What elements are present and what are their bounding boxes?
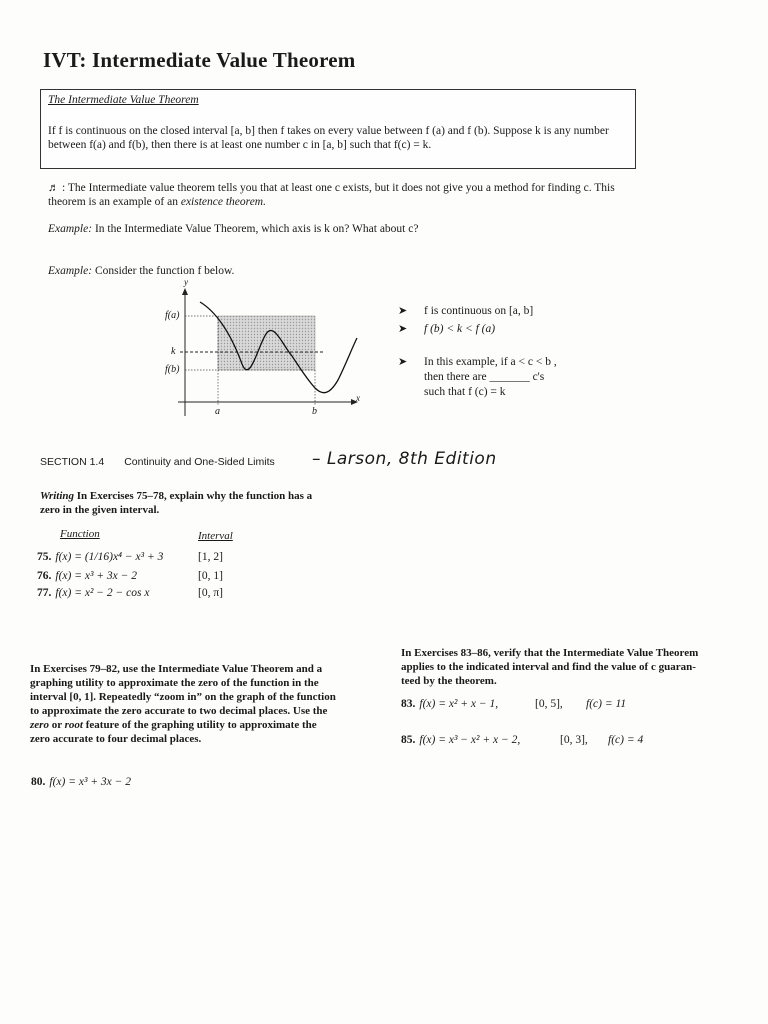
exercise-row [37,570,137,582]
exercise-interval: [0, π] [198,587,223,599]
col-interval: Interval [198,530,233,542]
arrow-bullet-icon: ➤ [398,323,408,335]
b-label: b [312,406,317,417]
bullet-3a: In this example, if a < c < b , [424,356,557,368]
bullet-3b: then there are _______ c's [424,371,545,383]
ex79-line: to approximate the zero accurate to two decimal places. Use the [30,705,328,717]
example-2-text: Consider the function f below. [92,265,235,277]
ex83-line: teed by the theorem. [401,675,497,687]
writing-instructions [40,489,360,517]
example-1 [48,223,418,235]
writing-label: Writing [40,490,75,502]
ex83-line: In Exercises 83–86, verify that the Intermediate Value Theorem [401,647,699,659]
x-label: x [356,393,360,403]
ex79-rest: feature of the graphing utility to approximate the [82,719,317,731]
y-label: y [184,277,188,287]
note-line-2: theorem is an example of an [48,196,181,208]
exercise-function: f(x) = x² + x − 1, [419,698,499,710]
example-1-label: Example: [48,223,93,235]
exercise-function: f(x) = x³ + 3x − 2 [49,776,132,788]
exercise-function: f(x) = x³ + 3x − 2 [55,570,138,582]
ex79-line: In Exercises 79–82, use the Intermediate Value Theorem and a [30,663,323,675]
exercise-number: 76. [37,570,52,582]
section-header [40,456,275,468]
bullet-3c: such that f (c) = k [424,386,506,398]
exercise-function: f(x) = x² − 2 − cos x [55,587,150,599]
exercise-83-instructions [401,646,731,688]
exercise-interval: [0, 5], [535,698,563,710]
ex79-mid: or [48,719,65,731]
ex79-emph: zero [30,719,49,731]
exercise-83 [401,698,498,710]
exercise-number: 77. [37,587,52,599]
exercise-condition: f(c) = 11 [586,698,627,710]
exercise-condition: f(c) = 4 [608,734,644,746]
exercise-interval: [0, 1] [198,570,223,582]
bullet-1: f is continuous on [a, b] [424,305,534,317]
ex79-line: graphing utility to approximate the zero of the function in the [30,677,319,689]
section-title: Continuity and One-Sided Limits [124,456,275,468]
fb-label: f(b) [165,364,180,375]
ivt-figure [160,276,370,424]
writing-line-2: zero in the given interval. [40,504,160,516]
arrow-bullet-icon: ➤ [398,305,408,317]
theorem-heading: The Intermediate Value Theorem [48,94,199,106]
exercise-number: 85. [401,734,416,746]
exercise-function: f(x) = (1/16)x⁴ − x³ + 3 [55,551,164,563]
page-title: IVT: Intermediate Value Theorem [43,48,356,72]
arrow-bullet-icon: ➤ [398,356,408,368]
exercise-number: 75. [37,551,52,563]
exercise-80 [31,776,131,788]
a-label: a [215,406,220,417]
exercise-79-instructions [30,662,360,746]
exercise-interval: [0, 3], [560,734,588,746]
ex79-emph: root [64,719,83,731]
bullet-2: f (b) < k < f (a) [424,323,496,335]
exercise-function: f(x) = x³ − x² + x − 2, [419,734,521,746]
exercise-number: 83. [401,698,416,710]
note-line-1: : The Intermediate value theorem tells you that at least one c exists, but it does not give you a method for finding c. This [62,182,615,194]
example-2-label: Example: [48,265,93,277]
note-paragraph [48,181,648,209]
exercise-row [37,587,149,599]
music-note-icon: ♬ [48,182,60,194]
fa-label: f(a) [165,310,180,321]
writing-line-1: In Exercises 75–78, explain why the function has a [74,490,313,502]
exercise-interval: [1, 2] [198,551,223,563]
y-axis-arrow [182,288,188,295]
theorem-line-2: between f(a) and f(b), then there is at least one number c in [a, b] such that f(c) = k. [48,139,432,151]
note-emphasis: existence theorem. [180,196,266,208]
exercise-row [37,551,163,563]
col-function: Function [60,528,100,540]
k-label: k [171,346,176,357]
handwritten-note: – Larson, 8th Edition [312,449,497,469]
theorem-line-1: If f is continuous on the closed interval [a, b] then f takes on every value between f (a) and f (b). Suppose k is any number [48,125,609,137]
ex83-line: applies to the indicated interval and find the value of c guaran- [401,661,696,673]
exercise-number: 80. [31,776,46,788]
bullet-list [398,304,698,404]
section-number: SECTION 1.4 [40,456,105,468]
exercise-85 [401,734,520,746]
ex79-line: zero accurate to four decimal places. [30,733,202,745]
example-1-text: In the Intermediate Value Theorem, which axis is k on? What about c? [92,223,419,235]
ex79-line: interval [0, 1]. Repeatedly “zoom in” on the graph of the function [30,691,336,703]
